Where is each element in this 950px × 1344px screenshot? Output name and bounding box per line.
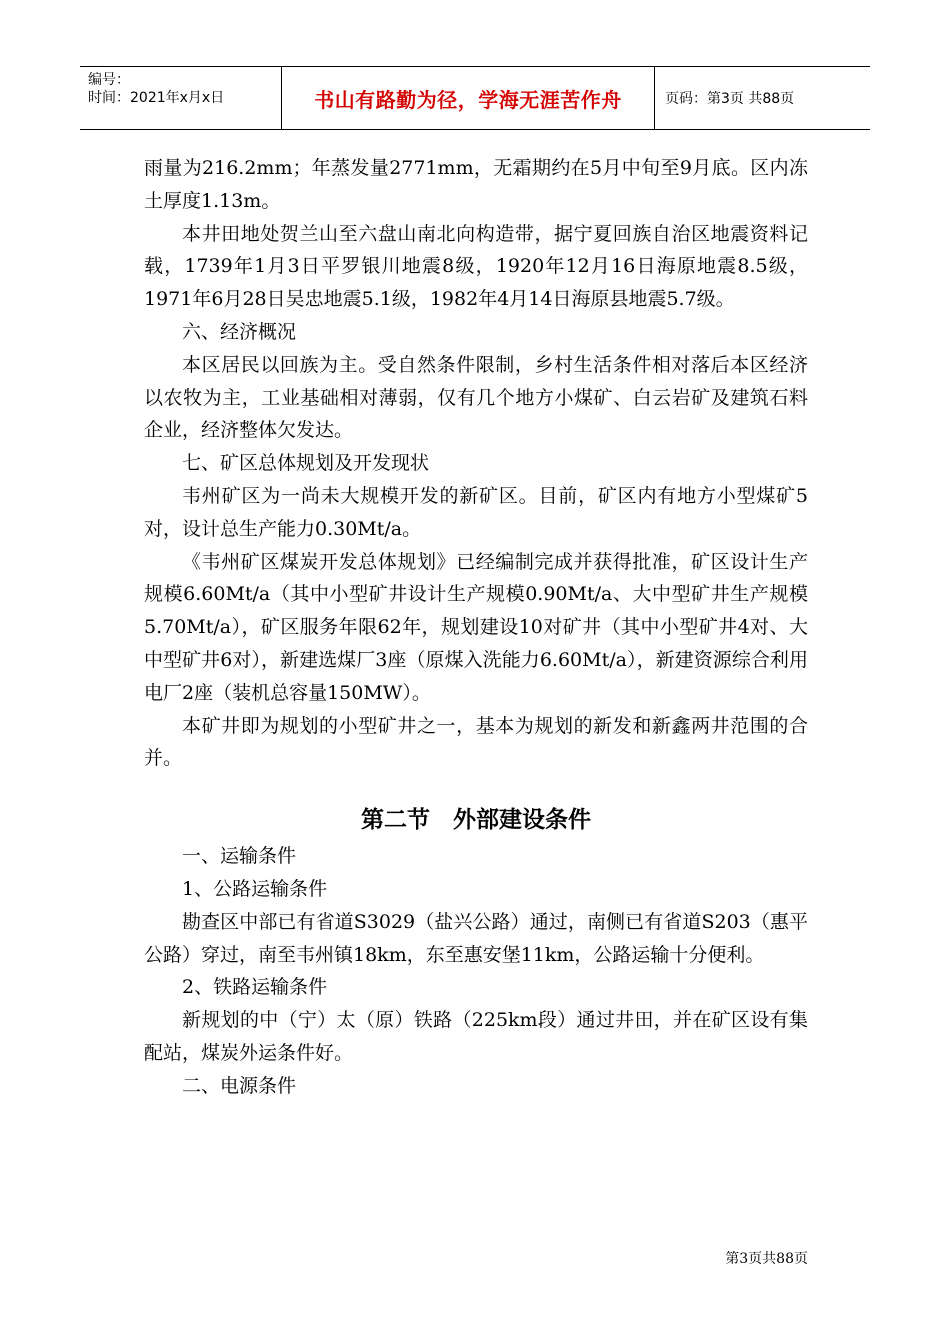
document-date: 时间：2021年x月x日: [88, 90, 225, 106]
paragraph: 《韦州矿区煤炭开发总体规划》已经编制完成并获得批准，矿区设计生产规模6.60Mt/a（其中小型矿井设计生产规模0.90Mt/a、大中型矿井生产规模5.70Mt/a），矿区服务年限62年，规划建设10对矿井（其中小型矿井4对、大中型矿井6对），新建选煤厂3座（原煤入洗能力6.60Mt/a），新建资源综合利用电厂2座（装机总容量150MW）。: [144, 550, 808, 704]
paragraph: 勘查区中部已有省道S3029（盐兴公路）通过，南侧已有省道S203（惠平公路）穿过，南至韦州镇18km，东至惠安堡11km，公路运输十分便利。: [144, 910, 808, 966]
paragraph: 本区居民以回族为主。受自然条件限制，乡村生活条件相对落后本区经济以农牧为主，工业基础相对薄弱，仅有几个地方小煤矿、白云岩矿及建筑石料企业，经济整体欠发达。: [144, 353, 808, 442]
document-body: [144, 152, 808, 1103]
header-motto: 书山有路勤为径，学海无涯苦作舟: [282, 67, 655, 129]
subheading-economy: 六、经济概况: [182, 320, 297, 343]
paragraph: 韦州矿区为一尚未大规模开发的新矿区。目前，矿区内有地方小型煤矿5对，设计总生产能力0.30Mt/a。: [144, 484, 808, 540]
header-meta: [80, 67, 282, 129]
header-page-code: 页码：第3页 共88页: [665, 91, 795, 107]
document-number-label: 编号：: [88, 72, 130, 88]
page-footer-number: 第3页共88页: [725, 1251, 808, 1267]
subheading-road: 1、公路运输条件: [182, 877, 328, 900]
page-header: [80, 66, 870, 130]
paragraph: 新规划的中（宁）太（原）铁路（225km段）通过井田，并在矿区设有集配站，煤炭外运条件好。: [144, 1009, 808, 1064]
subheading-planning: 七、矿区总体规划及开发现状: [182, 452, 430, 475]
subheading-transport: 一、运输条件: [182, 845, 297, 868]
section-title: 第二节 外部建设条件: [361, 807, 591, 834]
subheading-rail: 2、铁路运输条件: [182, 976, 328, 999]
subheading-power: 二、电源条件: [182, 1074, 297, 1097]
paragraph: 本井田地处贺兰山至六盘山南北向构造带，据宁夏回族自治区地震资料记载，1739年1月3日平罗银川地震8级，1920年12月16日海原地震8.5级，1971年6月28日吴忠地震5.1级，1982年4月14日海原县地震5.7级。: [144, 222, 808, 311]
paragraph: 本矿井即为规划的小型矿井之一，基本为规划的新发和新鑫两井范围的合并。: [144, 714, 808, 770]
paragraph: 雨量为216.2mm；年蒸发量2771mm，无霜期约在5月中旬至9月底。区内冻土厚度1.13m。: [144, 157, 808, 212]
